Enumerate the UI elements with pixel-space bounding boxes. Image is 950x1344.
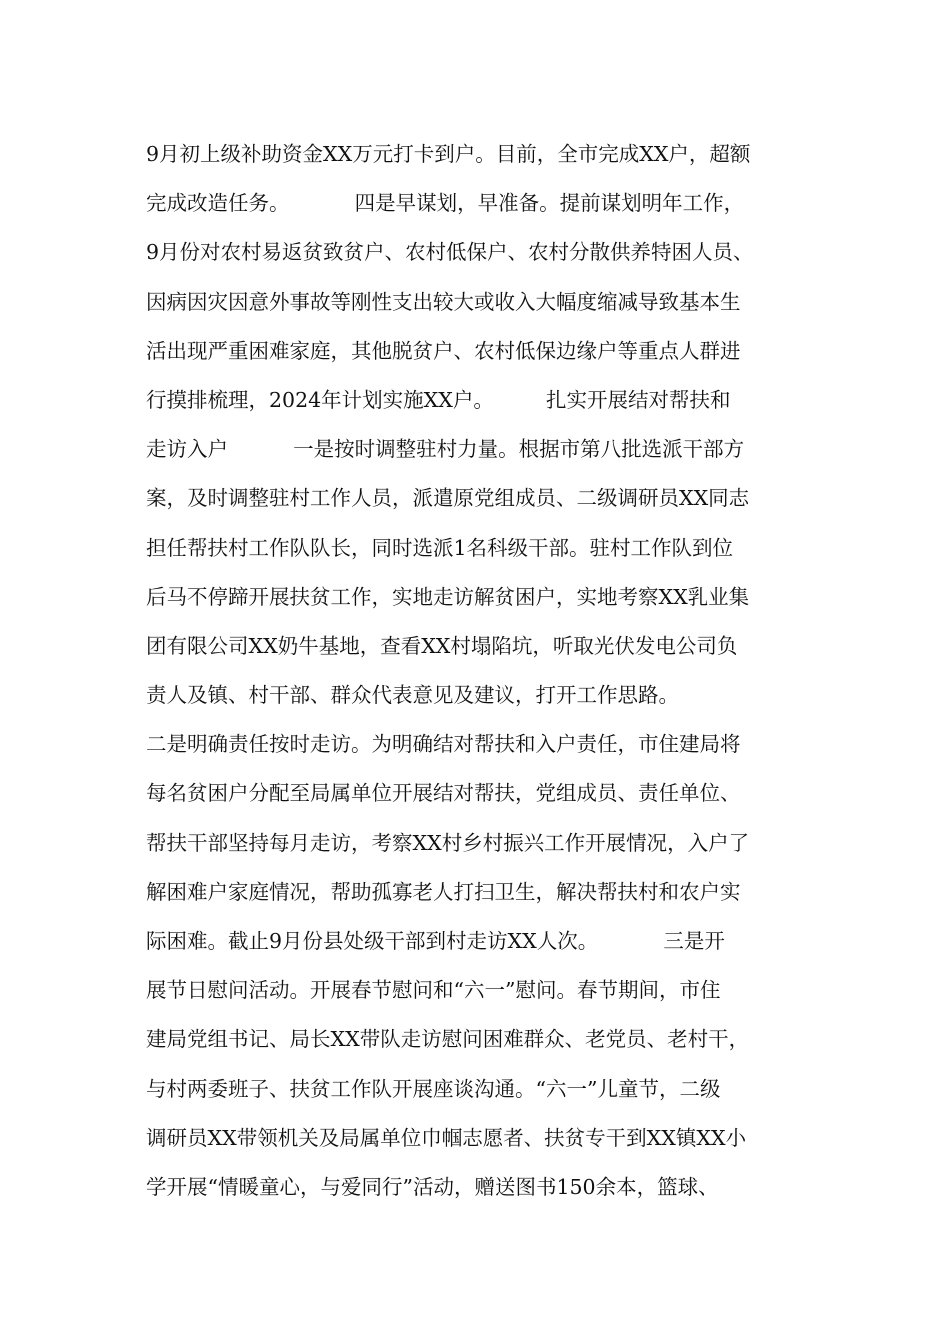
text-line: 与村两委班子、扶贫工作队开展座谈沟通。“六一”儿童节，二级 — [146, 1076, 721, 1101]
text-line: 行摸排梳理，2024年计划实施XX户。 扎实开展结对帮扶和 — [146, 387, 731, 412]
text-line: 后马不停蹄开展扶贫工作，实地走访解贫困户，实地考察XX乳业集 — [146, 584, 750, 609]
text-line: 际困难。截止9月份县处级干部到村走访XX人次。 三是开 — [146, 929, 725, 953]
text-line: 建局党组书记、局长XX带队走访慰问困难群众、老党员、老村干， — [146, 1027, 750, 1052]
text-line: 展节日慰问活动。开展春节慰问和“六一”慰问。春节期间，市住 — [146, 978, 721, 1003]
text-line: 调研员XX带领机关及局属单位巾帼志愿者、扶贫专干到XX镇XX小 — [146, 1125, 747, 1150]
text-line: 担任帮扶村工作队队长，同时选派1名科级干部。驻村工作队到位 — [146, 535, 734, 560]
text-line: 因病因灾因意外事故等刚性支出较大或收入大幅度缩减导致基本生 — [146, 289, 741, 314]
text-line: 责人及镇、村干部、群众代表意见及建议，打开工作思路。 — [146, 683, 679, 708]
text-line: 案，及时调整驻村工作人员，派遣原党组成员、二级调研员XX同志 — [146, 486, 750, 511]
text-line: 走访入户 一是按时调整驻村力量。根据市第八批选派干部方 — [146, 437, 745, 462]
text-line: 学开展“情暖童心，与爱同行”活动，赠送图书150余本，篮球、 — [146, 1174, 719, 1199]
text-line: 9月初上级补助资金XX万元打卡到户。目前，全市完成XX户，超额 — [146, 142, 751, 166]
text-line: 解困难户家庭情况，帮助孤寡老人打扫卫生，解决帮扶村和农户实 — [146, 879, 741, 904]
text-line: 每名贫困户分配至局属单位开展结对帮扶，党组成员、责任单位、 — [146, 781, 741, 806]
text-line: 活出现严重困难家庭，其他脱贫户、农村低保边缘户等重点人群进 — [146, 338, 741, 363]
text-line: 帮扶干部坚持每月走访，考察XX村乡村振兴工作开展情况，入户了 — [146, 830, 750, 855]
text-line: 完成改造任务。 四是早谋划，早准备。提前谋划明年工作， — [146, 191, 745, 216]
text-line: 团有限公司XX奶牛基地，查看XX村塌陷坑，听取光伏发电公司负 — [146, 633, 738, 658]
text-line: 9月份对农村易返贫致贫户、农村低保户、农村分散供养特困人员、 — [146, 240, 754, 265]
body-text — [146, 130, 826, 1212]
text-line: 二是明确责任按时走访。为明确结对帮扶和入户责任，市住建局将 — [146, 732, 741, 757]
